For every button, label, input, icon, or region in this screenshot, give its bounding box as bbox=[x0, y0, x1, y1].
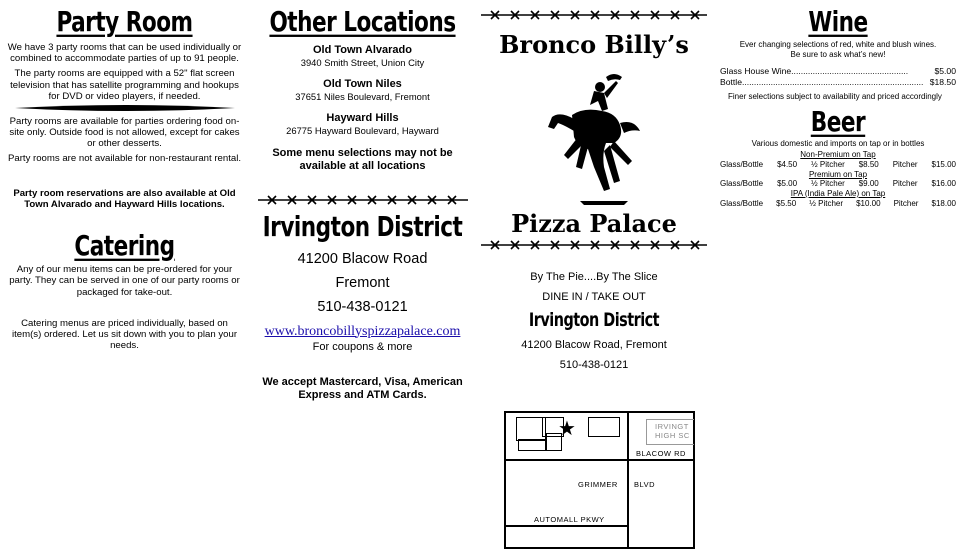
menu-availability-note: Some menu selections may not be available at all locations bbox=[272, 146, 453, 172]
payment-methods: We accept Mastercard, Visa, American Express and ATM Cards. bbox=[262, 375, 463, 401]
blvd-label: BLVD bbox=[634, 480, 656, 489]
high-school-label: IRVINGT HIGH SC bbox=[646, 419, 694, 445]
restaurant-star-icon: ★ bbox=[558, 418, 576, 440]
beer-heading: Beer bbox=[810, 105, 866, 138]
beer-tier-prices: Glass/Bottle $5.50 ½ Pitcher $10.00 Pitcher $18.00 bbox=[720, 198, 956, 208]
automall-label: AUTOMALL PKWY bbox=[534, 515, 605, 524]
beer-intro: Various domestic and imports on tap or in bottles bbox=[751, 138, 925, 148]
ornament-divider-icon bbox=[10, 102, 240, 114]
wine-heading: Wine bbox=[808, 5, 868, 39]
party-room-rental-policy: Party rooms are not available for non-restaurant rental. bbox=[7, 152, 242, 164]
beer-tier-name: IPA (India Pale Ale) on Tap bbox=[790, 189, 886, 198]
catering-preorder: Any of our menu items can be pre-ordered for your party. They can be served in one of our party rooms or packaged for take-out. bbox=[9, 264, 240, 298]
brand-name-top: Bronco Billy’s bbox=[499, 30, 689, 59]
party-room-heading: Party Room bbox=[56, 5, 193, 39]
beer-tier bbox=[720, 170, 956, 190]
cover-district-heading: Irvington District bbox=[528, 308, 660, 331]
other-locations-heading: Other Locations bbox=[269, 5, 456, 39]
website-link[interactable]: www.broncobillyspizzapalace.com bbox=[264, 323, 461, 339]
cover-phone: 510-438-0121 bbox=[559, 359, 629, 371]
barbed-wire-icon bbox=[481, 10, 707, 20]
beer-tier-name: Premium on Tap bbox=[808, 169, 868, 179]
party-room-equipment: The party rooms are equipped with a 52" flat screen television that has satellite programming and hookups for DVD or video players, if needed. bbox=[10, 68, 239, 102]
catering-heading: Catering bbox=[74, 230, 175, 263]
location-address: 3940 Smith Street, Union City bbox=[300, 57, 425, 68]
beer-tier-prices: Glass/Bottle $4.50 ½ Pitcher $8.50 Pitcher $15.00 bbox=[720, 159, 956, 169]
wine-bottle-row: Bottle............................................................................ $18.50 bbox=[720, 76, 956, 87]
irvington-phone: 510-438-0121 bbox=[317, 298, 408, 315]
brand-name-bottom: Pizza Palace bbox=[511, 209, 677, 238]
tagline: By The Pie....By The Slice bbox=[530, 271, 658, 283]
barbed-wire-icon bbox=[481, 240, 707, 250]
location-address: 37651 Niles Boulevard, Fremont bbox=[295, 91, 430, 103]
beer-tier-prices: Glass/Bottle $5.00 ½ Pitcher $9.00 Pitcher $16.00 bbox=[720, 179, 956, 188]
location-name: Old Town Alvarado bbox=[312, 44, 412, 56]
beer-price-list bbox=[720, 150, 956, 209]
irvington-city: Fremont bbox=[335, 274, 390, 291]
wine-intro: Ever changing selections of red, white and blush wines. bbox=[739, 40, 937, 49]
barbed-wire-icon bbox=[258, 195, 468, 205]
wine-glass-row: Glass House Wine................................................. $5.00 bbox=[720, 66, 956, 76]
irvington-heading: Irvington District bbox=[262, 210, 463, 243]
catering-pricing: Catering menus are priced individually, based on item(s) ordered. Let us sit down with you to plan your needs. bbox=[11, 317, 238, 352]
cover-panel bbox=[480, 0, 708, 372]
cover-address: 41200 Blacow Road, Fremont bbox=[521, 339, 667, 351]
beer-tier bbox=[720, 150, 956, 170]
coupons-text: For coupons & more bbox=[312, 340, 413, 353]
blacow-rd-label: BLACOW RD bbox=[636, 449, 686, 458]
location-map bbox=[504, 411, 695, 549]
location-address: 26775 Hayward Boulevard, Hayward bbox=[286, 125, 439, 137]
location-name: Old Town Niles bbox=[323, 78, 402, 91]
party-room-capacity: We have 3 party rooms that can be used individually or combined to accommodate parties of up to 91 people. bbox=[7, 42, 242, 65]
beer-tier-name: Non-Premium on Tap bbox=[800, 150, 876, 159]
party-room-panel bbox=[6, 0, 243, 351]
wine-intro-ask: Be sure to ask what’s new! bbox=[790, 49, 886, 59]
locations-panel bbox=[250, 0, 475, 402]
location-name: Hayward Hills bbox=[326, 112, 399, 125]
bucking-bronco-icon bbox=[544, 71, 644, 211]
service-options: DINE IN / TAKE OUT bbox=[542, 291, 646, 303]
beverages-panel bbox=[720, 0, 956, 209]
party-room-other-locations: Party room reservations are also available at Old Town Alvarado and Hayward Hills locations. bbox=[13, 187, 236, 211]
grimmer-label: GRIMMER bbox=[578, 480, 618, 489]
beer-tier bbox=[720, 189, 956, 209]
party-room-food-policy: Party rooms are available for parties ordering food on-site only. Outside food is not allowed, except for cakes or other desserts. bbox=[9, 116, 240, 150]
wine-note: Finer selections subject to availability and priced accordingly bbox=[728, 92, 942, 101]
irvington-street: 41200 Blacow Road bbox=[297, 250, 428, 267]
